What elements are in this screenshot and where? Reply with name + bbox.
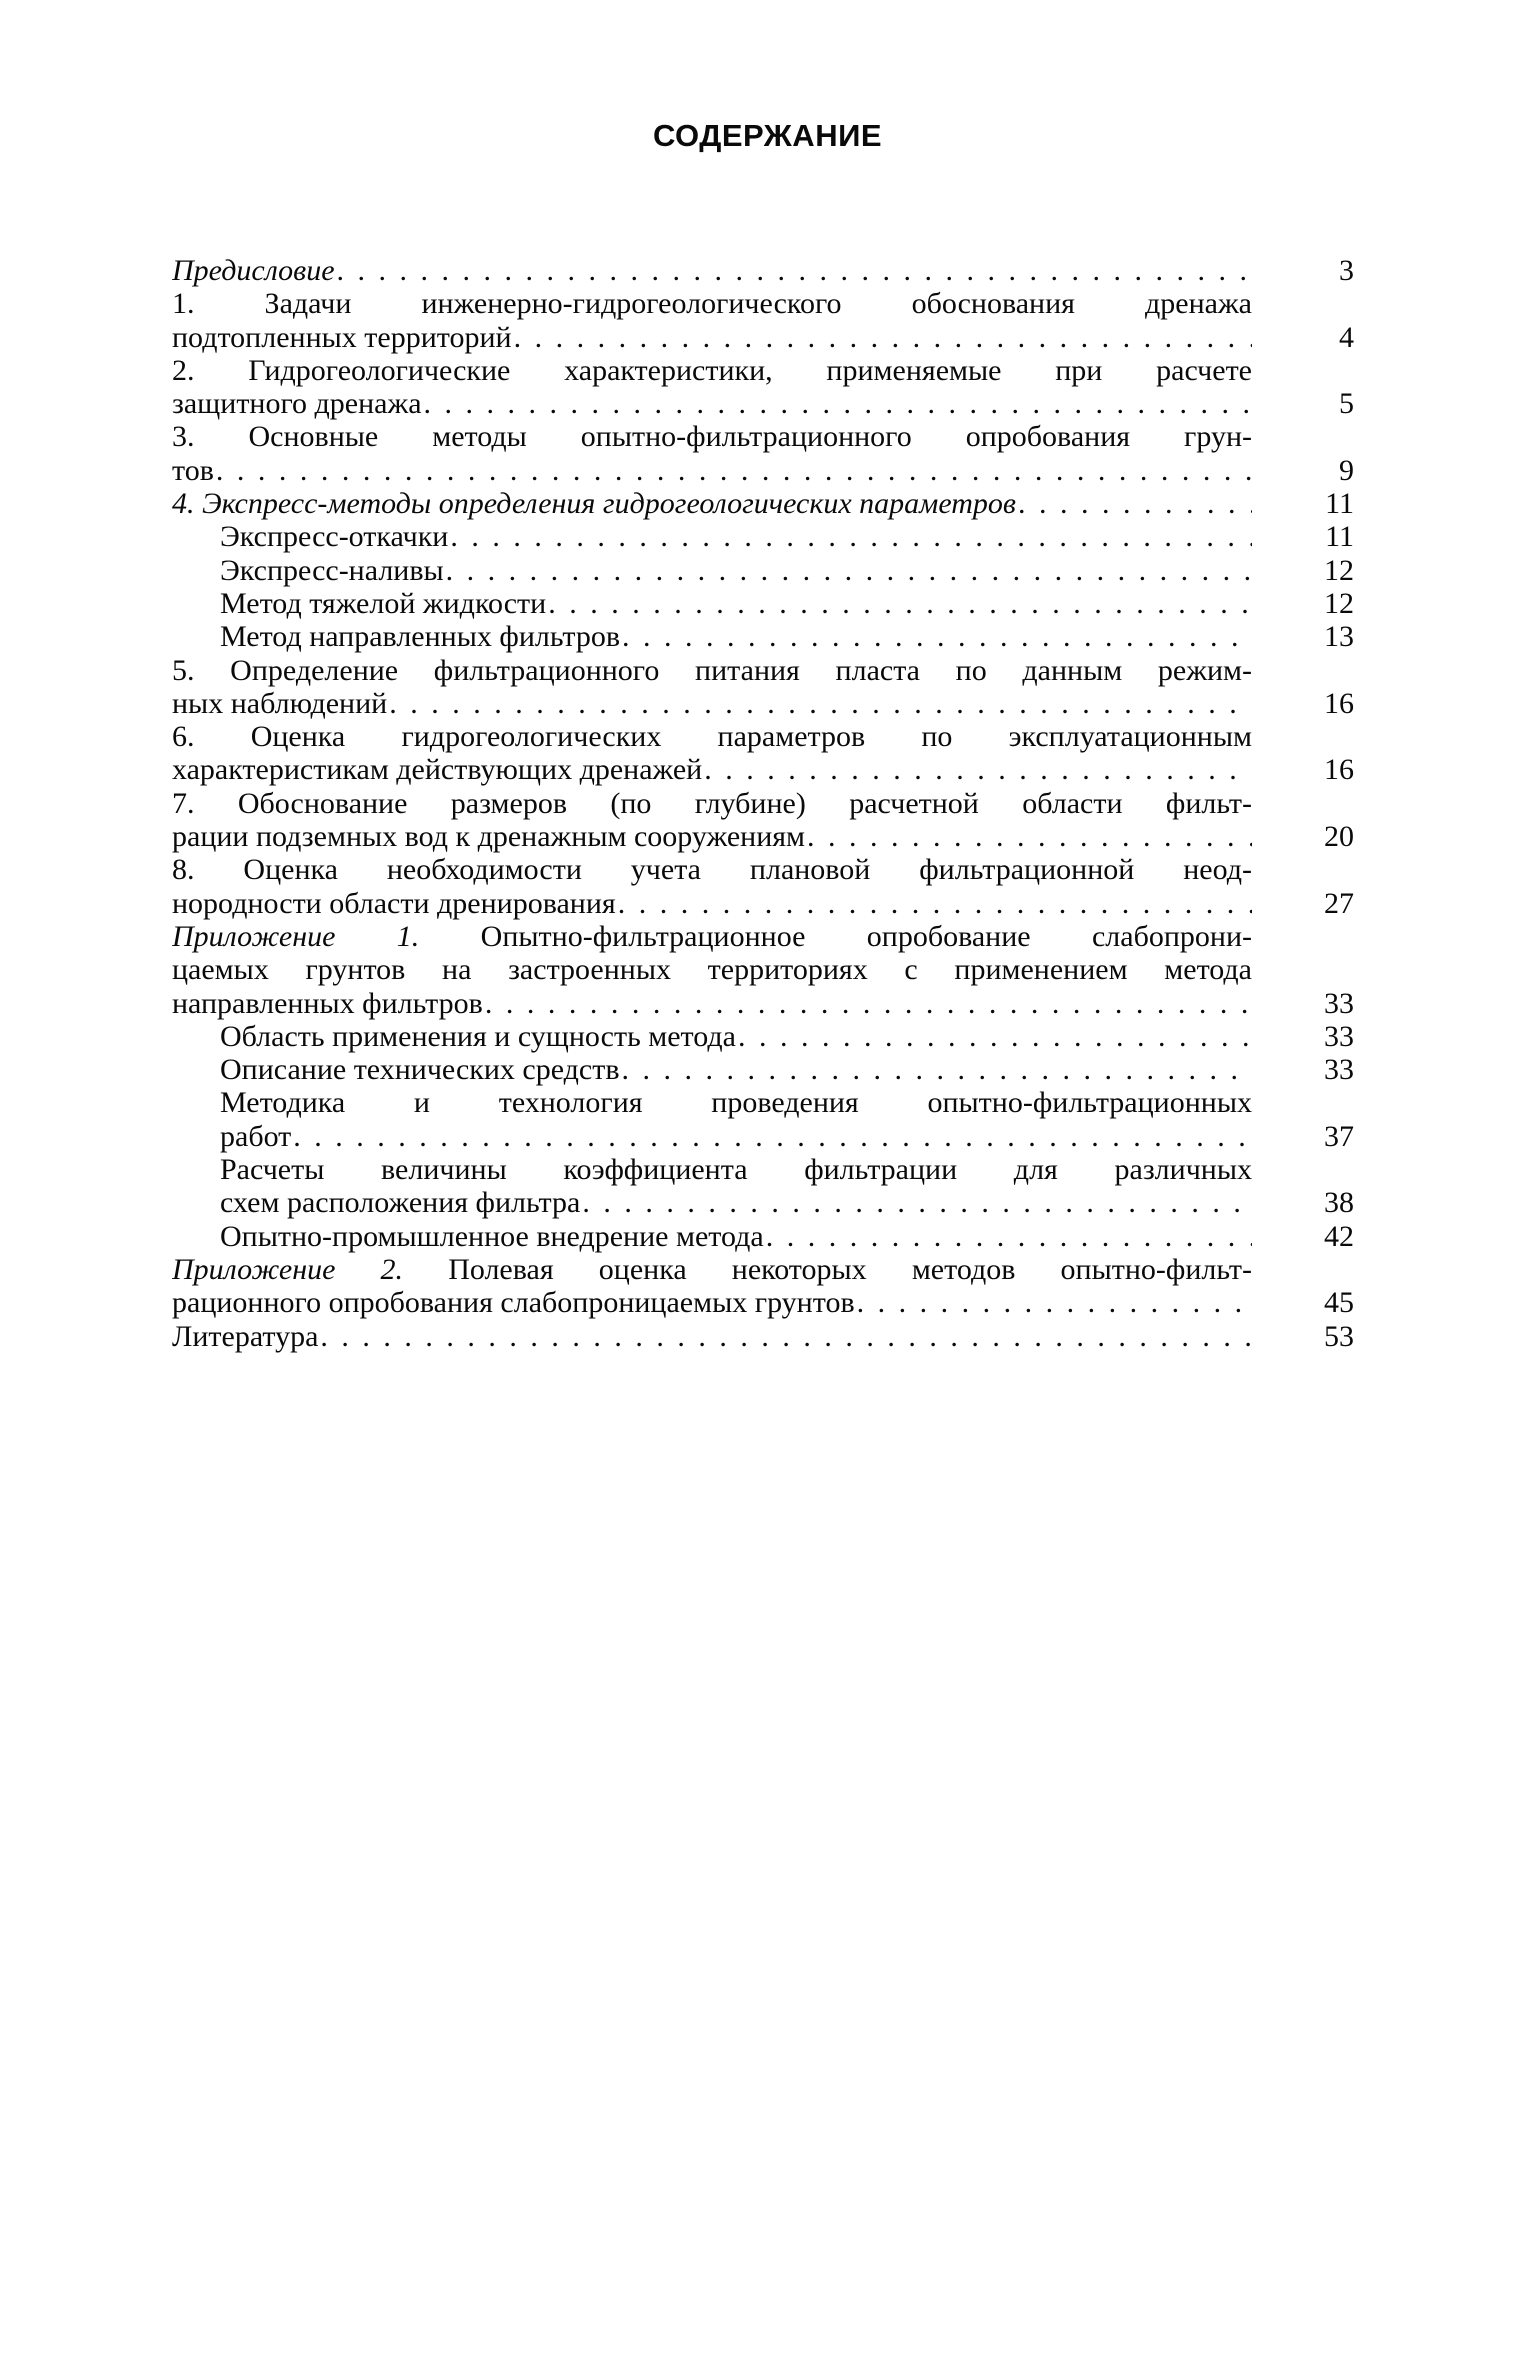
dot-leader [704,753,1252,786]
toc-line-text: Литература [172,1319,319,1353]
dot-leader [857,1286,1252,1319]
toc-page-number: 37 [1324,1119,1354,1153]
toc-line-text: Полевая оценка некоторых методов опытно-фильт- [403,1252,1252,1286]
toc-entry-text [172,853,1252,920]
toc-line-text: направленных фильтров [172,986,483,1020]
toc-entry [172,1220,1354,1253]
toc-line-text: характеристикам действующих дренажей [172,753,703,787]
toc-entry [172,787,1354,854]
toc-entry [172,287,1354,354]
dot-leader [450,520,1252,553]
toc-entry-text [172,587,1252,620]
toc-page-number: 53 [1324,1319,1354,1353]
toc-entry-text [172,1253,1252,1320]
toc-line-text: ных наблюдений [172,686,388,720]
toc-page-number: 12 [1324,586,1354,620]
dot-leader [446,554,1252,587]
toc-line-text: Экспресс-откачки [220,520,449,554]
dot-leader [293,1120,1252,1153]
dot-leader [337,254,1252,287]
toc-entry-text [172,520,1252,553]
toc-line-text: 5. Определение фильтрационного питания пласта по данным режим- [172,653,1252,687]
toc-page-number: 27 [1324,886,1354,920]
toc-line-text: 4. Экспресс-методы определения гидрогеологических параметров [172,487,1016,521]
toc-line-text: схем расположения фильтра [220,1186,581,1220]
toc-line-text: подтопленных территорий [172,320,512,354]
toc-entry [172,487,1354,520]
toc-page-number: 20 [1324,820,1354,854]
toc-page-number: 13 [1324,620,1354,654]
toc-entry-text [172,420,1252,487]
toc-entry [172,420,1354,487]
toc-line-text: 8. Оценка необходимости учета плановой фильтрационной неод- [172,853,1252,887]
toc-entry [172,853,1354,920]
toc-entry-text [172,1086,1252,1153]
dot-leader [738,1020,1252,1053]
toc-line-text: Расчеты величины коэффициента фильтрации для различных [220,1153,1252,1187]
dot-leader [548,587,1252,620]
toc-page-number: 33 [1324,1019,1354,1053]
toc-page-number: 9 [1339,453,1354,487]
toc-line-text: тов [172,453,214,487]
dot-leader [216,454,1252,487]
toc-entry-text [172,554,1252,587]
toc-line-text: рации подземных вод к дренажным сооружениям [172,820,806,854]
toc-page-number: 11 [1325,487,1354,521]
toc-line-text: нородности области дренирования [172,886,616,920]
toc-entry-text [172,720,1252,787]
toc-page-number: 12 [1324,553,1354,587]
toc-entry-text [172,1320,1252,1353]
toc-entry-text [172,654,1252,721]
toc-line-text: 1. Задачи инженерно-гидрогеологического обоснования дренажа [172,287,1252,321]
dot-leader [389,687,1252,720]
toc-line-text: цаемых грунтов на застроенных территориях с применением метода [172,953,1252,987]
toc-entry [172,254,1354,287]
toc-entry-text [172,787,1252,854]
dot-leader [424,387,1252,420]
toc-entry [172,587,1354,620]
toc-entry [172,354,1354,421]
toc-page-number: 11 [1325,520,1354,554]
dot-leader [622,1053,1252,1086]
appendix-label: Приложение 1. [172,919,420,953]
toc-line-text: работ [220,1119,292,1153]
toc-entry-text [172,487,1252,520]
toc-page-number: 33 [1324,1053,1354,1087]
dot-leader [320,1320,1252,1353]
toc-line-text: 2. Гидрогеологические характеристики, применяемые при расчете [172,353,1252,387]
toc-line-text: 3. Основные методы опытно-фильтрационного опробования грун- [172,420,1252,454]
toc-line-text: защитного дренажа [172,387,422,421]
toc-entry-text [172,1053,1252,1086]
toc-entry [172,1320,1354,1353]
toc-page-number: 16 [1324,686,1354,720]
toc-line-text: Опытно-фильтрационное опробование слабопрони- [419,919,1252,953]
toc-line-text: Описание технических средств [220,1053,620,1087]
toc-line-text: Предисловие [172,254,335,287]
toc-line-text: 6. Оценка гидрогеологических параметров по эксплуатационным [172,720,1252,754]
toc-page-number: 38 [1324,1186,1354,1220]
toc-page-number: 5 [1339,387,1354,421]
toc-entry [172,554,1354,587]
toc-entry [172,620,1354,653]
toc-line-text: Метод направленных фильтров [220,620,621,654]
toc-entry [172,654,1354,721]
toc-entry-text [172,254,1252,287]
appendix-label: Приложение 2. [172,1252,404,1286]
toc-line-text: Экспресс-наливы [220,553,444,587]
dot-leader [582,1186,1252,1219]
dot-leader [1018,487,1252,520]
toc-entry-text [172,1153,1252,1220]
toc-entry-text [172,1220,1252,1253]
toc-entry-text [172,1020,1252,1053]
toc-entry [172,720,1354,787]
toc-entry [172,1020,1354,1053]
toc-line-text: Метод тяжелой жидкости [220,586,547,620]
dot-leader [618,887,1252,920]
toc-page-number: 45 [1324,1286,1354,1320]
toc-page-number: 16 [1324,753,1354,787]
toc-line-text: рационного опробования слабопроницаемых грунтов [172,1286,855,1320]
toc-entry-text [172,287,1252,354]
toc-entry-text [172,354,1252,421]
dot-leader [622,620,1252,653]
toc-entry [172,1086,1354,1153]
toc-line-text: Область применения и сущность метода [220,1019,736,1053]
page-title: СОДЕРЖАНИЕ [652,118,883,153]
toc-entry [172,1153,1354,1220]
toc-line-text: Опытно-промышленное внедрение метода [220,1219,764,1253]
toc-entry [172,1253,1354,1320]
toc-line-text: Методика и технология проведения опытно-фильтрационных [220,1086,1252,1120]
dot-leader [766,1220,1252,1253]
toc-page-number: 42 [1324,1219,1354,1253]
table-of-contents [172,254,1354,1353]
dot-leader [807,820,1252,853]
toc-page-number: 3 [1339,254,1354,287]
toc-entry-text [172,920,1252,1020]
toc-entry [172,920,1354,1020]
toc-entry-text [172,620,1252,653]
toc-entry [172,520,1354,553]
toc-page-number: 33 [1324,986,1354,1020]
dot-leader [514,321,1252,354]
toc-page-number: 4 [1339,320,1354,354]
toc-line-text: 7. Обоснование размеров (по глубине) расчетной области фильт- [172,786,1252,820]
dot-leader [485,987,1252,1020]
toc-entry [172,1053,1354,1086]
